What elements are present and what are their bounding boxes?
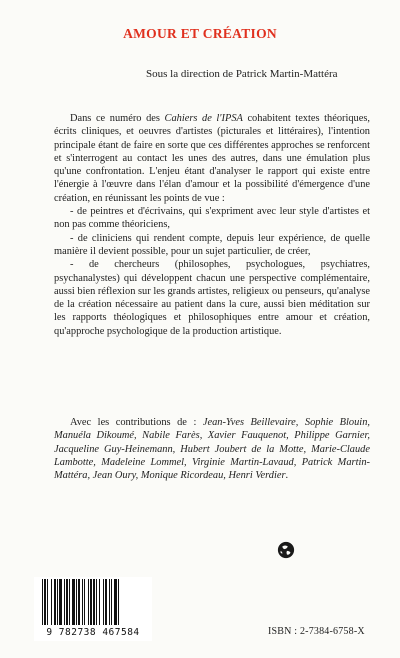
barcode-bar bbox=[76, 579, 77, 625]
barcode-bars bbox=[42, 579, 144, 627]
barcode-bar bbox=[66, 579, 68, 625]
journal-name: Cahiers de l'IPSA bbox=[164, 113, 243, 124]
blurb-item-clinicians: - de cliniciens qui rendent compte, depuis leur expérience, de quelle manière il devient possible, pour un sujet particulier, de créer, bbox=[54, 232, 370, 257]
barcode-bar bbox=[57, 579, 58, 625]
barcode-bar bbox=[103, 579, 104, 625]
barcode-bar bbox=[109, 579, 110, 625]
barcode-bar bbox=[93, 579, 95, 625]
editor-credit: Sous la direction de Patrick Martin-Mattéra bbox=[146, 68, 338, 80]
blurb-intro: Dans ce numéro des Cahiers de l'IPSA cohabitent textes théoriques, écrits cliniques, et oeuvres d'artistes (picturales et littéraires), l'intention principale étant de faire en sorte que ces différentes approches se renforcent et s'interrogent au contact les unes des autres, dans une émulation plus qu'une confrontation. L'enjeu étant d'analyser le rapport qui existe entre l'énergie à l'œuvre dans l'élan d'amour et la possibilité d'émergence d'une création, en réunissant les points de vue : bbox=[54, 113, 371, 204]
barcode-bar bbox=[54, 579, 56, 625]
barcode-bar bbox=[114, 579, 117, 625]
barcode-bar bbox=[42, 579, 43, 625]
barcode-bar bbox=[96, 579, 97, 625]
blurb-item-researchers: - de chercheurs (philosophes, psychologues, psychiatres, psychanalystes) qui développent chacun une perspective complémentaire, aussi bien réflexion sur les grands artistes, religieux ou penseurs, qu'analyse de la création nécessaire au patient dans la cure, aussi bien méditation sur les rapports théologiques et philosophiques entre amour et création, qu'approche psychologique de la production artistique. bbox=[54, 259, 370, 337]
barcode-bar bbox=[72, 579, 75, 625]
barcode bbox=[34, 577, 152, 641]
barcode-bar bbox=[99, 579, 100, 625]
isbn: ISBN : 2-7384-6758-X bbox=[268, 626, 365, 637]
barcode-bar bbox=[64, 579, 65, 625]
globe-logo-icon bbox=[277, 541, 295, 559]
barcode-bar bbox=[69, 579, 70, 625]
barcode-bar bbox=[59, 579, 62, 625]
blurb-item-painters: - de peintres et d'écrivains, qui s'expriment avec leur style d'artistes et non pas comme théoriciens, bbox=[54, 206, 370, 231]
barcode-bar bbox=[44, 579, 46, 625]
barcode-digits: 9 782738 467584 bbox=[46, 627, 140, 638]
barcode-bar bbox=[84, 579, 85, 625]
book-title: AMOUR ET CRÉATION bbox=[123, 26, 277, 41]
barcode-bar bbox=[118, 579, 119, 625]
barcode-bar bbox=[78, 579, 80, 625]
barcode-bar bbox=[111, 579, 112, 625]
barcode-bar bbox=[90, 579, 92, 625]
blurb bbox=[54, 112, 370, 338]
barcode-bar bbox=[82, 579, 83, 625]
barcode-bar bbox=[51, 579, 52, 625]
contributors: Avec les contributions de : Jean-Yves Beillevaire, Sophie Blouin, Manuéla Dikoumé, Nabile Farès, Xavier Fauquenot, Philippe Garnier, Jacqueline Guy-Heinemann, Hubert Joubert de la Motte, Marie-Claude Lambotte, Madeleine Lommel, Virginie Martin-Lavaud, Patrick Martin-Mattéra, Jean Oury, Monique Ricordeau, Henri Verdier. bbox=[54, 417, 370, 482]
barcode-bar bbox=[47, 579, 48, 625]
barcode-bar bbox=[88, 579, 89, 625]
contributor-names: Jean-Yves Beillevaire, Sophie Blouin, Manuéla Dikoumé, Nabile Farès, Xavier Fauquenot, Philippe Garnier, Jacqueline Guy-Heinemann, Hubert Joubert de la Motte, Marie-Claude Lambotte, Madeleine Lommel, Virginie Martin-Lavaud, Patrick Martin-Mattéra, Jean Oury, Monique Ricordeau, Henri Verdier bbox=[54, 417, 370, 482]
barcode-bar bbox=[105, 579, 107, 625]
